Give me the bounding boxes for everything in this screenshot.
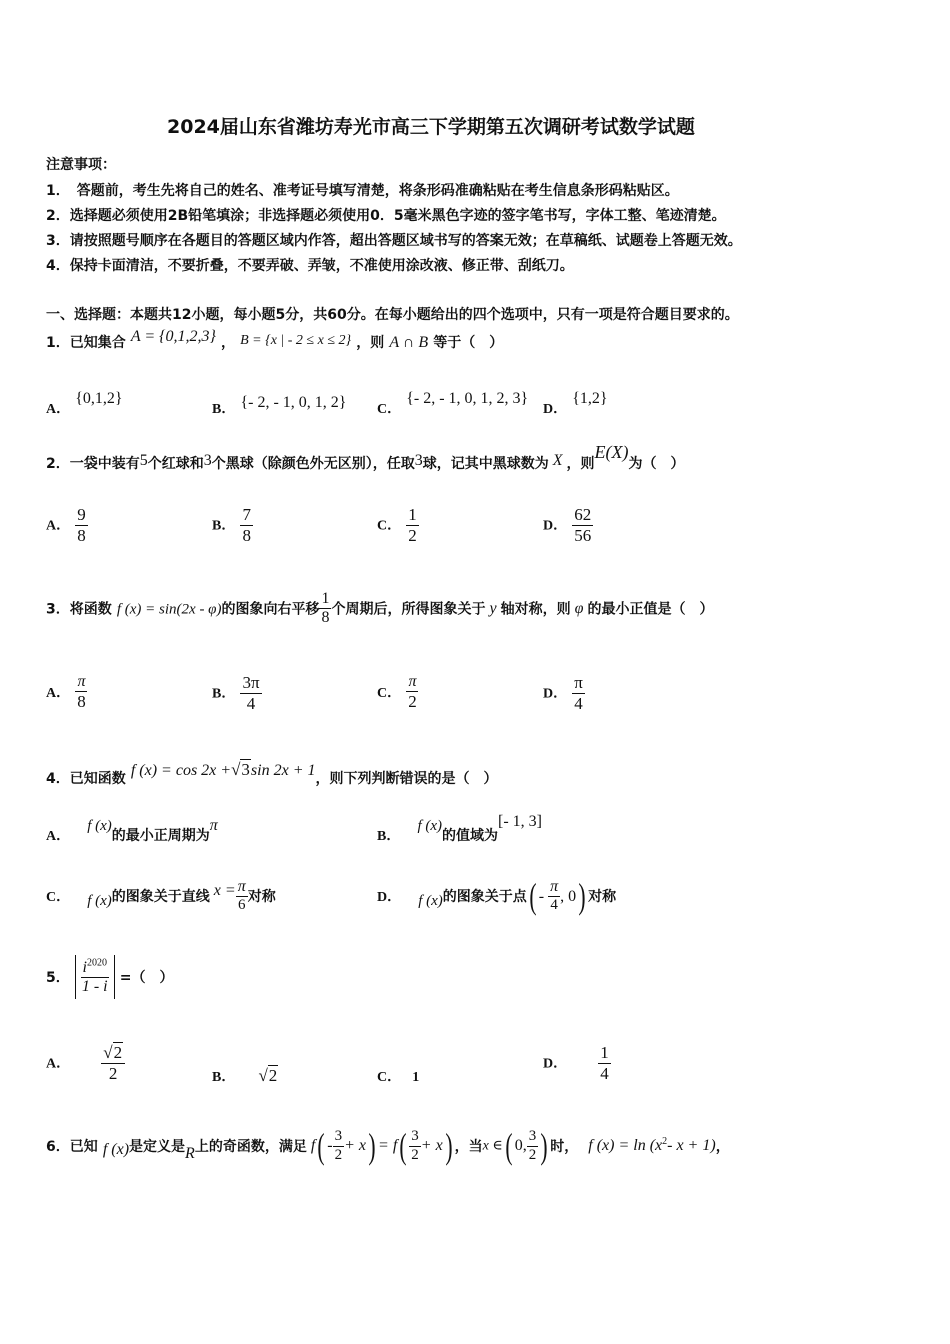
option-text: 对称	[247, 888, 276, 905]
frac-den: 6	[237, 897, 246, 914]
q2-text: 为（ ）	[628, 456, 685, 472]
notice-item: 1． 答题前，考生先将自己的姓名、准考证号填写清楚，将条形码准确粘贴在考生信息条形码粘贴区。	[46, 183, 679, 199]
q3-text: 3．将函数	[46, 601, 112, 618]
q6-text: ，当	[454, 1139, 483, 1155]
q6-text: 是定义是	[129, 1139, 186, 1155]
frac-num: π	[548, 878, 560, 897]
option-text: 的图象关于点	[442, 888, 527, 905]
frac-den: 8	[77, 525, 86, 545]
q6-set: R	[185, 1145, 195, 1162]
q6-func: f	[310, 1137, 316, 1154]
q1-text: ，则	[356, 335, 385, 351]
q2-text: 个黑球（除颜色外无区别），任取	[211, 456, 415, 472]
option-func: f (x)	[87, 892, 112, 909]
frac-den: 8	[242, 525, 251, 545]
q6-fraction	[527, 1128, 539, 1164]
q3-option-d[interactable]	[543, 673, 585, 713]
q3-fraction	[319, 590, 331, 628]
left-paren: (	[505, 1126, 513, 1166]
q6-expr: = f	[378, 1137, 398, 1154]
option-value: {1,2}	[572, 390, 608, 407]
frac-den: 4	[550, 897, 558, 914]
frac-den: 8	[77, 692, 86, 712]
q5-fraction	[80, 957, 110, 997]
frac-den: 2	[528, 1146, 537, 1163]
q1-option-a[interactable]	[46, 388, 123, 417]
frac-num: i	[82, 959, 87, 976]
frac-den: 2	[108, 1063, 118, 1083]
q3-var: φ	[574, 600, 584, 618]
exponent: 2020	[86, 957, 107, 969]
right-paren: )	[445, 1126, 453, 1166]
q1-option-c[interactable]	[377, 388, 529, 417]
option-label: D．	[543, 1056, 568, 1072]
frac-num: 3π	[242, 673, 260, 692]
frac-den: 4	[600, 1063, 609, 1083]
q5-option-a[interactable]	[46, 1043, 125, 1083]
frac-num: 9	[77, 505, 86, 524]
q6-text: 时，	[550, 1139, 579, 1155]
question-1	[46, 328, 504, 352]
option-text: 的图象关于直线	[111, 888, 210, 905]
option-fraction	[406, 673, 419, 712]
q2-number: 5	[139, 452, 148, 469]
q2-option-d[interactable]	[543, 505, 593, 545]
page-title: 2024届山东省潍坊寿光市高三下学期第五次调研考试数学试题	[167, 116, 695, 138]
q2-text: 球，记其中黑球数为	[422, 456, 549, 472]
option-func: f (x)	[87, 818, 112, 834]
option-fraction	[572, 673, 585, 713]
option-label: C．	[377, 518, 402, 534]
q5-abs	[75, 955, 115, 999]
option-label: A．	[46, 518, 71, 534]
q3-text: 轴对称，则	[500, 601, 571, 618]
question-3	[46, 590, 713, 628]
q4-text: 4．已知函数	[46, 771, 126, 787]
frac-den: 1 - i	[81, 978, 108, 996]
frac-den: 2	[411, 1146, 419, 1163]
q5-option-d[interactable]	[543, 1043, 611, 1083]
frac-den: 2	[334, 1146, 343, 1163]
option-label: B．	[377, 829, 401, 844]
option-label: B．	[212, 518, 236, 534]
frac-den: 4	[574, 693, 583, 713]
option-func: f (x)	[418, 892, 443, 909]
q2-option-c[interactable]	[377, 505, 419, 545]
q5-option-b[interactable]	[212, 1066, 278, 1086]
q2-option-b[interactable]	[212, 505, 253, 545]
option-fraction	[598, 1043, 611, 1083]
sqrt-radicand: 3	[241, 760, 250, 779]
q1-number: 1．已知集合	[46, 335, 126, 351]
q5-number: 5．	[46, 969, 70, 986]
question-6	[46, 1128, 730, 1164]
q6-expr: f (x) = ln (x	[588, 1137, 663, 1154]
option-fraction	[236, 878, 248, 915]
q3-text: 的图象向右平移	[221, 601, 320, 618]
option-func: f (x)	[417, 818, 443, 834]
option-fraction	[240, 505, 253, 545]
option-value: {- 2, - 1, 0, 1, 2}	[240, 394, 347, 411]
q1-set-b: B = {x | - 2 ≤ x ≤ 2}	[240, 333, 352, 348]
option-value: {0,1,2}	[75, 390, 123, 407]
q3-text: 个周期后，所得图象关于	[331, 601, 486, 618]
frac-num: 3	[409, 1128, 421, 1146]
q6-minus: -	[327, 1137, 333, 1154]
q2-var: X	[552, 452, 563, 469]
exponent: 2	[662, 1136, 668, 1148]
section-heading: 一、选择题：本题共12小题，每小题5分，共60分。在每小题给出的四个选项中，只有一项是符合题目要求的。	[46, 307, 739, 323]
q6-func: f (x)	[102, 1141, 130, 1158]
option-label: D．	[543, 518, 568, 534]
left-paren: (	[399, 1126, 407, 1166]
q2-number: 3	[414, 452, 423, 469]
q2-text: 2．一袋中装有	[46, 456, 140, 472]
left-paren: (	[317, 1126, 325, 1166]
frac-num: π	[406, 673, 418, 692]
q6-text: 6．已知	[46, 1139, 98, 1155]
frac-num: 3	[333, 1128, 345, 1146]
option-fraction	[75, 673, 88, 712]
frac-den: 2	[408, 692, 417, 712]
q1-comma: ，	[221, 335, 236, 351]
q6-text: 上的奇函数，满足	[194, 1139, 307, 1155]
question-5	[46, 955, 173, 999]
option-value: π	[209, 817, 218, 834]
option-label: C．	[377, 402, 402, 417]
option-minus: -	[538, 887, 545, 905]
q1-set-a: A = {0,1,2,3}	[130, 328, 216, 345]
q1-option-d[interactable]	[543, 388, 608, 417]
frac-num: 1	[408, 505, 417, 524]
option-text: 的值域为	[442, 828, 499, 844]
option-text: 对称	[588, 888, 617, 905]
option-value: [- 1, 3]	[498, 813, 542, 830]
q4-text: ，则下列判断错误的是（ ）	[315, 771, 498, 787]
option-value: 1	[412, 1070, 420, 1085]
q4-option-b[interactable]	[377, 813, 542, 844]
q2-option-a[interactable]	[46, 505, 88, 545]
q6-expr: + x	[420, 1137, 443, 1154]
option-label: D．	[543, 686, 568, 702]
notice-item: 3．请按照题号顺序在各题目的答题区域内作答，超出答题区域书写的答案无效；在草稿纸、试题卷上答题无效。	[46, 233, 742, 249]
frac-den: 56	[574, 525, 592, 545]
q3-option-b[interactable]	[212, 673, 262, 713]
sqrt-radicand: 2	[113, 1043, 123, 1062]
option-label: D．	[543, 402, 568, 417]
q4-function: f (x) = cos 2x +	[130, 762, 232, 779]
option-text: 的最小正周期为	[111, 828, 210, 844]
option-label: B．	[212, 1070, 236, 1085]
q1-expr: A ∩ B	[389, 334, 429, 351]
q4-function: sin 2x + 1	[250, 762, 316, 779]
q1-tail: 等于（ ）	[433, 335, 504, 351]
q2-expectation: E(X)	[594, 442, 629, 462]
frac-num: 1	[600, 1043, 609, 1062]
option-fraction	[240, 673, 261, 713]
option-label: A．	[46, 829, 71, 844]
option-sqrt: √2	[258, 1066, 278, 1085]
q3-text: 的最小正值是（ ）	[587, 601, 714, 618]
q2-text: 个红球和	[147, 456, 204, 472]
frac-num: π	[75, 673, 87, 692]
notice-heading: 注意事项：	[46, 157, 116, 173]
option-label: A．	[46, 685, 71, 701]
q4-option-d[interactable]	[377, 878, 616, 915]
q6-zero: 0,	[514, 1137, 527, 1154]
right-paren: )	[368, 1126, 376, 1166]
q2-text: ，则	[566, 456, 595, 472]
question-2	[46, 442, 685, 473]
frac-num: 62	[574, 505, 592, 524]
option-label: C．	[46, 889, 71, 905]
option-label: D．	[377, 889, 402, 905]
q5-option-c[interactable]	[377, 1066, 419, 1086]
frac-num: π	[236, 878, 248, 897]
option-label: A．	[46, 1056, 71, 1072]
q6-fraction	[333, 1128, 345, 1164]
q5-tail: =（ ）	[119, 969, 174, 986]
frac-den: 8	[321, 609, 330, 627]
option-fraction	[75, 505, 88, 545]
q6-expr: - x + 1)	[667, 1137, 716, 1154]
question-4	[46, 760, 498, 787]
option-label: B．	[212, 686, 236, 702]
q6-fraction	[409, 1128, 421, 1164]
q6-text: ，	[715, 1139, 730, 1155]
option-label: C．	[377, 685, 402, 701]
option-zero: , 0	[560, 887, 577, 905]
right-paren: )	[578, 876, 586, 917]
q6-expr: + x	[344, 1137, 367, 1154]
frac-den: 4	[246, 693, 256, 713]
option-fraction	[548, 878, 560, 915]
option-fraction	[572, 505, 593, 545]
option-fraction: $\frac{√2}{2}$	[101, 1043, 125, 1083]
option-fraction	[406, 505, 419, 545]
q3-function: f (x) = sin(2x - φ)	[116, 601, 222, 618]
q4-option-c[interactable]	[46, 878, 276, 915]
q3-option-a[interactable]	[46, 673, 88, 712]
notice-item: 4．保持卡面清洁，不要折叠，不要弄破、弄皱，不准使用涂改液、修正带、刮纸刀。	[46, 258, 574, 274]
option-label: A．	[46, 402, 71, 417]
frac-num: 3	[527, 1128, 539, 1146]
option-label: C．	[377, 1070, 402, 1085]
q3-option-c[interactable]	[377, 673, 419, 712]
q3-var: y	[489, 600, 497, 618]
option-value: {- 2, - 1, 0, 1, 2, 3}	[406, 390, 529, 407]
right-paren: )	[540, 1126, 548, 1166]
left-paren: (	[529, 876, 537, 917]
q4-option-a[interactable]	[46, 815, 218, 844]
q4-sqrt: √3	[231, 760, 250, 779]
frac-num: 7	[242, 505, 251, 524]
sqrt-radicand: 2	[268, 1066, 278, 1085]
frac-num: π	[574, 673, 583, 692]
frac-num: 1	[319, 590, 331, 609]
frac-den: 2	[408, 525, 417, 545]
q6-expr: x ∈	[482, 1138, 503, 1154]
notice-item: 2．选择题必须使用2B铅笔填涂；非选择题必须使用0．5毫米黑色字迹的签字笔书写，字体工整、笔迹清楚。	[46, 208, 726, 224]
q1-option-b[interactable]	[212, 388, 347, 417]
option-label: B．	[212, 402, 236, 417]
option-eq: x =	[213, 881, 236, 899]
q2-number: 3	[203, 452, 212, 469]
